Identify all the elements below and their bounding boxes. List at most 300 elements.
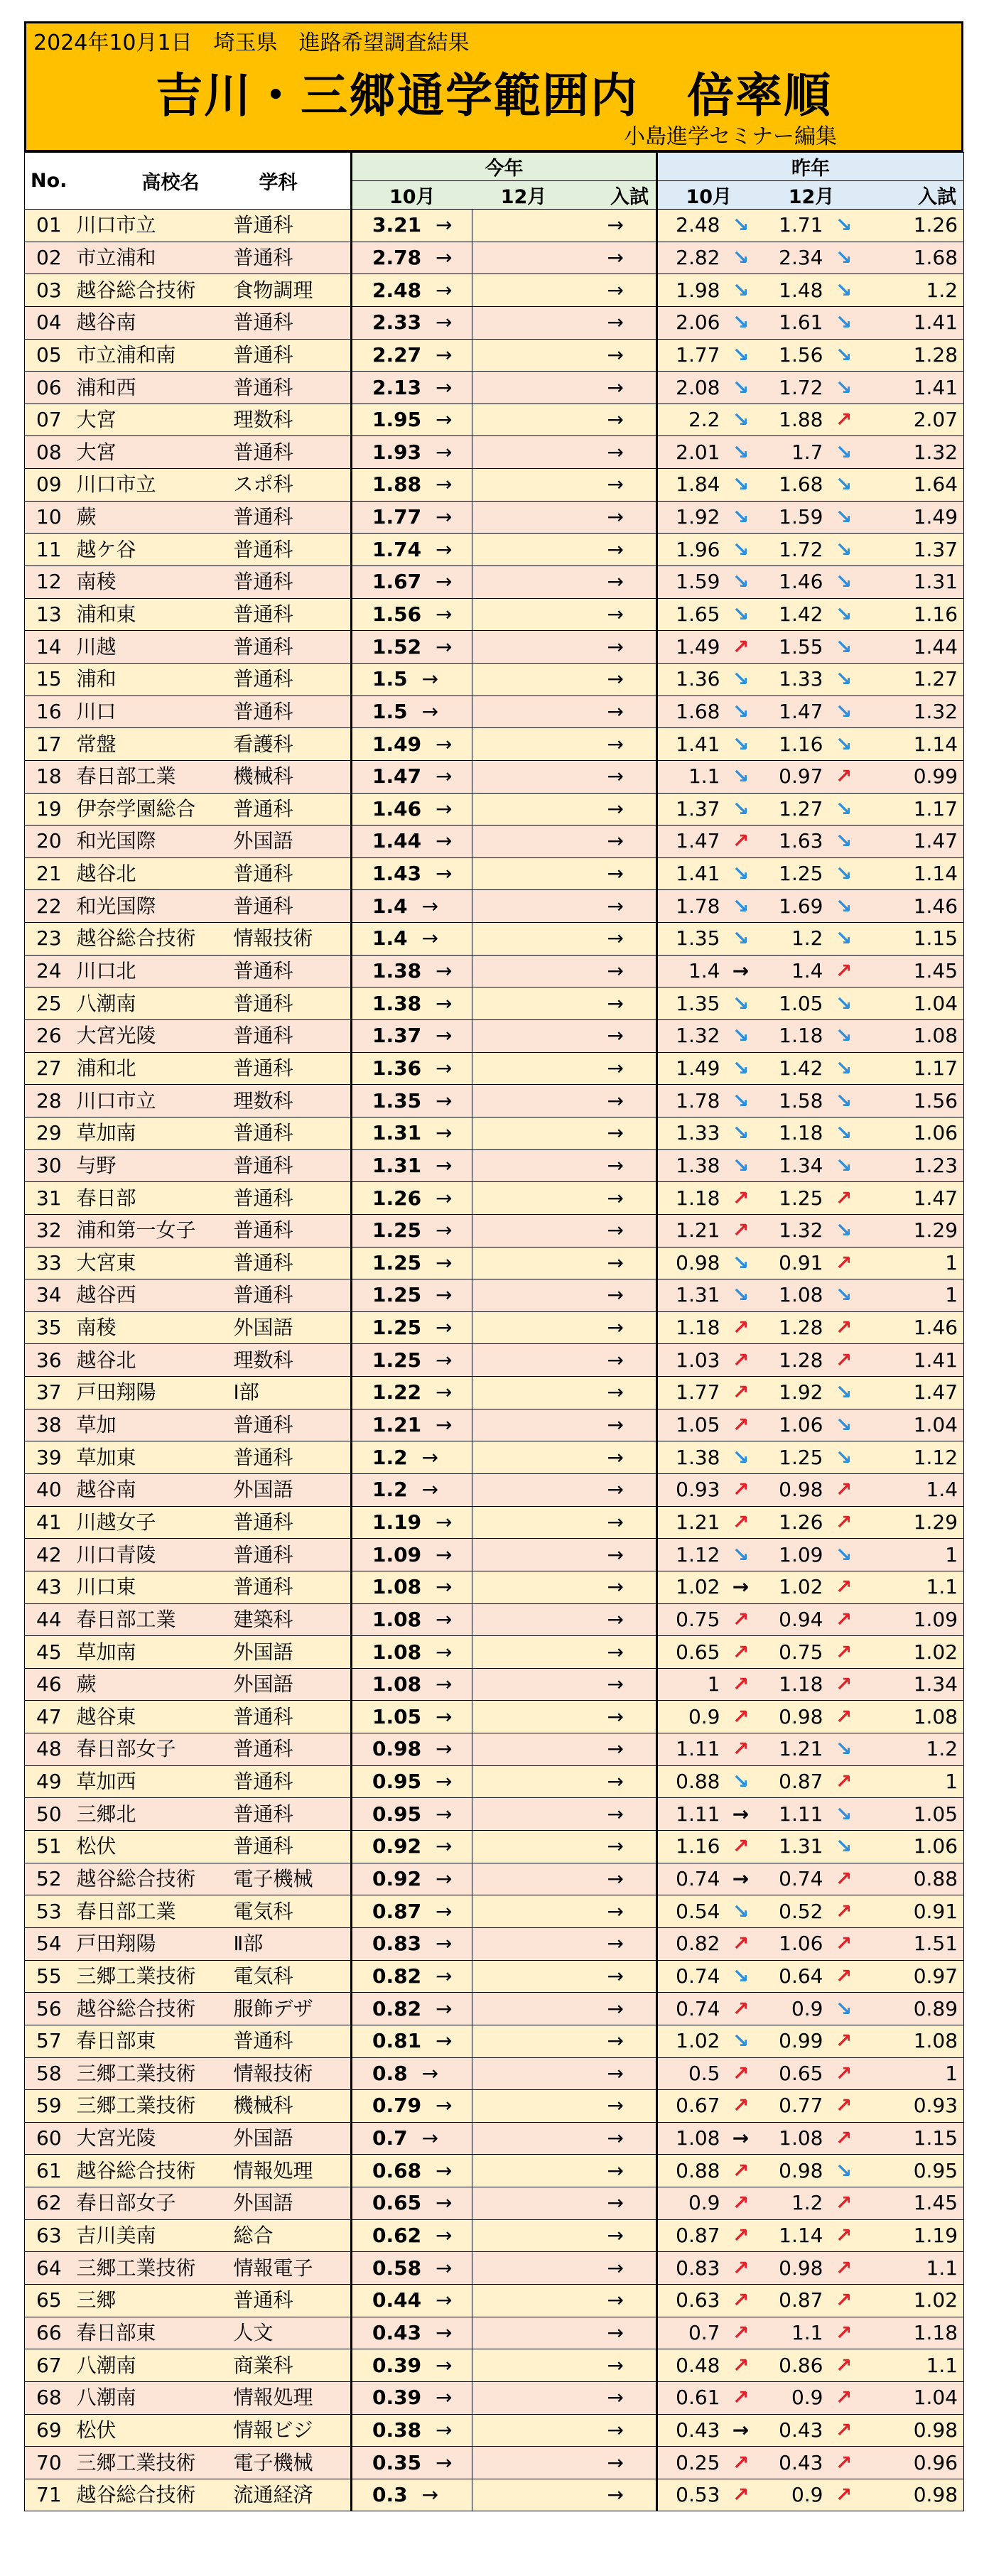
trend-up-icon: ↗	[835, 1932, 853, 1956]
pending-arrow-icon: →	[607, 2418, 624, 2442]
this-year-dec	[472, 1117, 575, 1149]
pending-arrow-icon: →	[436, 796, 453, 821]
this-year-dec	[472, 955, 575, 987]
pending-arrow-icon: →	[607, 1575, 624, 1599]
trend-down-icon: ↘	[835, 1834, 853, 1858]
this-year-exam	[575, 2090, 657, 2123]
pending-arrow-icon: →	[607, 1704, 624, 1728]
last-year-dec-value: 1.14	[779, 2224, 823, 2248]
last-year-oct	[657, 2252, 760, 2285]
trend-up-icon: ↗	[732, 1607, 750, 1631]
trend-down-icon: ↘	[835, 342, 853, 367]
this-year-oct	[352, 274, 472, 307]
trend-up-icon: ↗	[732, 1932, 750, 1956]
table-row	[25, 566, 964, 599]
this-year-oct	[352, 436, 472, 469]
school-name: 草加西	[71, 1765, 231, 1798]
last-year-exam: 1.23	[863, 1149, 964, 1182]
last-year-oct-value: 0.88	[676, 2158, 720, 2182]
department: 普通科	[231, 1506, 352, 1539]
last-year-exam: 0.95	[863, 2155, 964, 2187]
last-year-oct	[657, 598, 760, 631]
last-year-dec-value: 0.9	[791, 2386, 823, 2410]
trend-down-icon: ↘	[835, 634, 853, 659]
this-year-oct-value: 0.39	[372, 2353, 422, 2377]
this-year-oct	[352, 1571, 472, 1603]
this-year-dec	[472, 760, 575, 793]
pending-arrow-icon: →	[607, 2450, 624, 2474]
table-row	[25, 923, 964, 956]
last-year-dec	[760, 2317, 863, 2349]
pending-arrow-icon: →	[607, 829, 624, 853]
this-year-oct-value: 1.21	[372, 1413, 422, 1437]
last-year-dec-value: 1.72	[779, 375, 823, 399]
pending-arrow-icon: →	[607, 1283, 624, 1307]
pending-arrow-icon: →	[607, 894, 624, 918]
table-row	[25, 1895, 964, 1928]
this-year-oct	[352, 242, 472, 274]
table-row	[25, 1409, 964, 1441]
last-year-exam: 1.37	[863, 534, 964, 566]
last-year-exam: 0.89	[863, 1993, 964, 2025]
school-name: 川口青陵	[71, 1539, 231, 1571]
pending-arrow-icon: →	[436, 213, 453, 237]
this-year-oct	[352, 2349, 472, 2382]
this-year-dec	[472, 1182, 575, 1215]
this-year-oct	[352, 1960, 472, 1993]
last-year-oct-value: 0.93	[676, 1478, 720, 1502]
last-year-dec	[760, 1927, 863, 1960]
last-year-oct	[657, 1701, 760, 1733]
row-no: 37	[25, 1377, 71, 1409]
this-year-exam	[575, 2447, 657, 2479]
pending-arrow-icon: →	[436, 2094, 453, 2118]
this-year-dec	[472, 372, 575, 404]
this-year-exam	[575, 1085, 657, 1117]
this-year-dec	[472, 242, 575, 274]
row-no: 05	[25, 339, 71, 372]
last-year-dec-value: 1.42	[779, 1056, 823, 1080]
trend-down-icon: ↘	[835, 278, 853, 302]
school-name: 大宮	[71, 436, 231, 469]
last-year-dec	[760, 1377, 863, 1409]
pending-arrow-icon: →	[607, 245, 624, 269]
title-banner	[24, 21, 963, 152]
this-year-dec	[472, 728, 575, 761]
row-no: 19	[25, 793, 71, 826]
school-name: 市立浦和	[71, 242, 231, 274]
pending-arrow-icon: →	[436, 1316, 453, 1340]
table-row	[25, 2317, 964, 2349]
last-year-oct-value: 2.82	[676, 245, 720, 269]
pending-arrow-icon: →	[607, 537, 624, 561]
table-row	[25, 2447, 964, 2479]
table-row	[25, 306, 964, 339]
department: 外国語	[231, 2187, 352, 2220]
pending-arrow-icon: →	[436, 829, 453, 853]
last-year-dec	[760, 1993, 863, 2025]
last-year-oct-value: 0.9	[688, 2191, 720, 2215]
this-year-exam	[575, 1539, 657, 1571]
this-year-dec	[472, 987, 575, 1020]
this-year-oct-value: 1.25	[372, 1218, 422, 1243]
pending-arrow-icon: →	[436, 732, 453, 756]
school-name: 戸田翔陽	[71, 1927, 231, 1960]
this-year-exam	[575, 1733, 657, 1766]
this-year-exam	[575, 2479, 657, 2511]
last-year-dec	[760, 1733, 863, 1766]
this-year-oct	[352, 372, 472, 404]
last-year-dec	[760, 1539, 863, 1571]
school-name: 浦和	[71, 663, 231, 696]
row-no: 52	[25, 1863, 71, 1895]
row-no: 45	[25, 1636, 71, 1669]
last-year-dec	[760, 1701, 863, 1733]
ratio-sheet	[24, 21, 963, 2511]
this-year-oct-value: 3.21	[372, 213, 422, 237]
table-row	[25, 436, 964, 469]
this-year-oct-value: 0.87	[372, 1899, 422, 1923]
pending-arrow-icon: →	[436, 1802, 453, 1826]
this-year-dec	[472, 469, 575, 502]
last-year-exam: 1.15	[863, 923, 964, 956]
trend-flat-icon: →	[732, 1866, 750, 1890]
last-year-dec	[760, 501, 863, 534]
last-year-dec-value: 0.9	[791, 2483, 823, 2507]
trend-down-icon: ↘	[835, 537, 853, 561]
last-year-oct-value: 1.18	[676, 1186, 720, 1210]
last-year-oct	[657, 2155, 760, 2187]
last-year-oct	[657, 1409, 760, 1441]
last-year-dec-value: 0.87	[779, 2288, 823, 2312]
this-year-dec	[472, 1409, 575, 1441]
pending-arrow-icon: →	[607, 796, 624, 821]
pending-arrow-icon: →	[607, 1510, 624, 1534]
last-year-exam: 0.97	[863, 1960, 964, 1993]
last-year-oct	[657, 1052, 760, 1085]
row-no: 62	[25, 2187, 71, 2220]
department: 普通科	[231, 1798, 352, 1831]
school-name: 蕨	[71, 501, 231, 534]
this-year-exam	[575, 1409, 657, 1441]
this-year-exam	[575, 1441, 657, 1474]
trend-up-icon: ↗	[835, 2288, 853, 2312]
this-year-exam	[575, 760, 657, 793]
last-year-dec-value: 1.4	[791, 959, 823, 983]
last-year-oct-value: 1.32	[676, 1024, 720, 1048]
last-year-dec	[760, 1798, 863, 1831]
last-year-oct	[657, 890, 760, 923]
trend-down-icon: ↘	[835, 667, 853, 691]
row-no: 20	[25, 826, 71, 858]
last-year-exam: 1.41	[863, 1344, 964, 1377]
department: 理数科	[231, 1344, 352, 1377]
row-no: 58	[25, 2057, 71, 2090]
this-year-oct	[352, 1052, 472, 1085]
this-year-exam	[575, 1182, 657, 1215]
trend-up-icon: ↗	[732, 2483, 750, 2507]
table-row	[25, 696, 964, 728]
last-year-exam: 1.29	[863, 1506, 964, 1539]
last-year-oct	[657, 1182, 760, 1215]
last-year-oct	[657, 1311, 760, 1344]
last-year-exam: 1.2	[863, 1733, 964, 1766]
pending-arrow-icon: →	[607, 862, 624, 886]
row-no: 01	[25, 210, 71, 242]
this-year-oct-value: 1.36	[372, 1056, 422, 1080]
this-year-dec	[472, 566, 575, 599]
this-year-dec	[472, 1441, 575, 1474]
this-year-dec	[472, 1377, 575, 1409]
last-year-oct	[657, 2187, 760, 2220]
school-name: 越谷総合技術	[71, 274, 231, 307]
this-year-oct	[352, 2285, 472, 2317]
school-name: 春日部工業	[71, 760, 231, 793]
table-row	[25, 1831, 964, 1863]
department: 外国語	[231, 1473, 352, 1506]
pending-arrow-icon: →	[607, 1153, 624, 1177]
row-no: 68	[25, 2381, 71, 2414]
this-year-exam	[575, 1052, 657, 1085]
last-year-oct	[657, 826, 760, 858]
table-row	[25, 598, 964, 631]
last-year-exam: 1.1	[863, 1571, 964, 1603]
department: 普通科	[231, 1765, 352, 1798]
header-this-exam: 入試	[575, 181, 657, 210]
last-year-exam: 1.14	[863, 857, 964, 890]
last-year-oct-value: 0.67	[676, 2094, 720, 2118]
trend-down-icon: ↘	[835, 440, 853, 464]
trend-up-icon: ↗	[835, 2418, 853, 2442]
last-year-dec-value: 1.06	[779, 1932, 823, 1956]
last-year-oct	[657, 696, 760, 728]
ratio-table	[24, 152, 964, 2511]
row-no: 28	[25, 1085, 71, 1117]
last-year-dec	[760, 1831, 863, 1863]
last-year-oct	[657, 760, 760, 793]
this-year-oct-value: 1.4	[372, 894, 408, 918]
this-year-exam	[575, 696, 657, 728]
this-year-oct	[352, 1344, 472, 1377]
this-year-dec	[472, 1020, 575, 1053]
trend-up-icon: ↗	[835, 1607, 853, 1631]
school-name: 越谷総合技術	[71, 1863, 231, 1895]
this-year-exam	[575, 1571, 657, 1603]
this-year-exam	[575, 598, 657, 631]
last-year-dec	[760, 1311, 863, 1344]
school-name: 大宮光陵	[71, 1020, 231, 1053]
row-no: 03	[25, 274, 71, 307]
last-year-dec-value: 0.94	[779, 1607, 823, 1631]
table-row	[25, 1993, 964, 2025]
last-year-dec	[760, 793, 863, 826]
pending-arrow-icon: →	[421, 1478, 439, 1502]
trend-up-icon: ↗	[732, 1348, 750, 1372]
pending-arrow-icon: →	[607, 1348, 624, 1372]
table-body	[25, 210, 964, 2511]
this-year-dec	[472, 923, 575, 956]
trend-up-icon: ↗	[732, 1510, 750, 1534]
trend-up-icon: ↗	[835, 1186, 853, 1210]
trend-down-icon: ↘	[835, 796, 853, 821]
pending-arrow-icon: →	[421, 667, 439, 691]
last-year-dec	[760, 1182, 863, 1215]
this-year-exam	[575, 1344, 657, 1377]
department: 普通科	[231, 372, 352, 404]
pending-arrow-icon: →	[421, 926, 439, 951]
this-year-oct-value: 0.3	[372, 2483, 408, 2507]
this-year-exam	[575, 1506, 657, 1539]
row-no: 26	[25, 1020, 71, 1053]
table-row	[25, 242, 964, 274]
this-year-exam	[575, 1117, 657, 1149]
last-year-dec	[760, 728, 863, 761]
department: 普通科	[231, 1117, 352, 1149]
row-no: 32	[25, 1214, 71, 1247]
school-name: 川越	[71, 631, 231, 664]
department: 普通科	[231, 501, 352, 534]
school-name: 浦和東	[71, 598, 231, 631]
this-year-oct	[352, 1603, 472, 1636]
row-no: 27	[25, 1052, 71, 1085]
trend-down-icon: ↘	[732, 602, 750, 626]
department: 普通科	[231, 339, 352, 372]
last-year-dec-value: 0.98	[779, 2158, 823, 2182]
this-year-oct	[352, 1506, 472, 1539]
last-year-dec-value: 1.25	[779, 862, 823, 886]
last-year-oct	[657, 1733, 760, 1766]
pending-arrow-icon: →	[436, 1770, 453, 1794]
trend-down-icon: ↘	[732, 1445, 750, 1469]
this-year-oct	[352, 1863, 472, 1895]
last-year-exam: 1.47	[863, 1377, 964, 1409]
last-year-oct	[657, 2479, 760, 2511]
last-year-oct-value: 1.1	[688, 764, 720, 789]
row-no: 12	[25, 566, 71, 599]
last-year-exam: 0.88	[863, 1863, 964, 1895]
table-row	[25, 1311, 964, 1344]
this-year-dec	[472, 1052, 575, 1085]
last-year-oct	[657, 1895, 760, 1928]
row-no: 56	[25, 1993, 71, 2025]
trend-up-icon: ↗	[835, 1510, 853, 1534]
last-year-oct-value: 0.74	[676, 1996, 720, 2020]
pending-arrow-icon: →	[607, 570, 624, 594]
last-year-dec	[760, 242, 863, 274]
trend-down-icon: ↘	[732, 796, 750, 821]
last-year-oct-value: 1.98	[676, 278, 720, 302]
last-year-exam: 1.49	[863, 501, 964, 534]
department: 普通科	[231, 1052, 352, 1085]
pending-arrow-icon: →	[436, 2418, 453, 2442]
last-year-oct-value: 1.41	[676, 732, 720, 756]
row-no: 42	[25, 1539, 71, 1571]
this-year-exam	[575, 923, 657, 956]
department: 普通科	[231, 663, 352, 696]
header-school: 高校名	[71, 153, 231, 210]
trend-up-icon: ↗	[835, 2094, 853, 2118]
this-year-oct	[352, 404, 472, 436]
header-this-dec: 12月	[472, 181, 575, 210]
trend-down-icon: ↘	[732, 667, 750, 691]
last-year-oct	[657, 2090, 760, 2123]
trend-up-icon: ↗	[835, 2450, 853, 2474]
this-year-oct-value: 1.67	[372, 570, 422, 594]
this-year-dec	[472, 534, 575, 566]
school-name: 和光国際	[71, 890, 231, 923]
this-year-dec	[472, 2025, 575, 2057]
pending-arrow-icon: →	[607, 310, 624, 335]
this-year-oct-value: 1.05	[372, 1704, 422, 1728]
row-no: 57	[25, 2025, 71, 2057]
school-name: 越谷西	[71, 1279, 231, 1312]
pending-arrow-icon: →	[607, 213, 624, 237]
this-year-oct-value: 0.44	[372, 2288, 422, 2312]
last-year-dec	[760, 1473, 863, 1506]
pending-arrow-icon: →	[436, 278, 453, 302]
trend-down-icon: ↘	[732, 245, 750, 269]
last-year-oct-value: 0.63	[676, 2288, 720, 2312]
this-year-exam	[575, 1247, 657, 1279]
pending-arrow-icon: →	[436, 310, 453, 335]
row-no: 16	[25, 696, 71, 728]
last-year-dec-value: 0.64	[779, 1964, 823, 1988]
table-row	[25, 760, 964, 793]
this-year-exam	[575, 306, 657, 339]
pending-arrow-icon: →	[436, 342, 453, 367]
this-year-dec	[472, 1927, 575, 1960]
last-year-oct	[657, 2349, 760, 2382]
this-year-exam	[575, 534, 657, 566]
last-year-oct	[657, 1377, 760, 1409]
last-year-oct-value: 0.53	[676, 2483, 720, 2507]
last-year-dec	[760, 1279, 863, 1312]
last-year-dec-value: 0.99	[779, 2029, 823, 2053]
trend-up-icon: ↗	[835, 1899, 853, 1923]
pending-arrow-icon: →	[607, 1672, 624, 1696]
pending-arrow-icon: →	[436, 1834, 453, 1858]
table-row	[25, 728, 964, 761]
last-year-exam: 1	[863, 1765, 964, 1798]
page-title: 吉川・三郷通学範囲内 倍率順	[156, 68, 832, 123]
trend-up-icon: ↗	[732, 1218, 750, 1243]
this-year-exam	[575, 210, 657, 242]
this-year-dec	[472, 2381, 575, 2414]
table-row	[25, 1020, 964, 1053]
trend-flat-icon: →	[732, 2126, 750, 2150]
last-year-exam: 1.44	[863, 631, 964, 664]
school-name: 吉川美南	[71, 2219, 231, 2252]
row-no: 21	[25, 857, 71, 890]
this-year-dec	[472, 663, 575, 696]
last-year-dec-value: 0.98	[779, 2256, 823, 2280]
trend-up-icon: ↗	[835, 2386, 853, 2410]
this-year-oct	[352, 598, 472, 631]
school-name: 春日部工業	[71, 1895, 231, 1928]
last-year-oct-value: 2.06	[676, 310, 720, 335]
this-year-exam	[575, 2025, 657, 2057]
last-year-dec-value: 0.43	[779, 2450, 823, 2474]
this-year-oct-value: 1.08	[372, 1575, 422, 1599]
last-year-dec-value: 1.7	[791, 440, 823, 464]
school-name: 草加南	[71, 1636, 231, 1669]
this-year-oct	[352, 2057, 472, 2090]
trend-down-icon: ↘	[835, 1413, 853, 1437]
school-name: 八潮南	[71, 2381, 231, 2414]
last-year-dec-value: 1.25	[779, 1186, 823, 1210]
trend-down-icon: ↘	[835, 1088, 853, 1113]
pending-arrow-icon: →	[421, 2483, 439, 2507]
